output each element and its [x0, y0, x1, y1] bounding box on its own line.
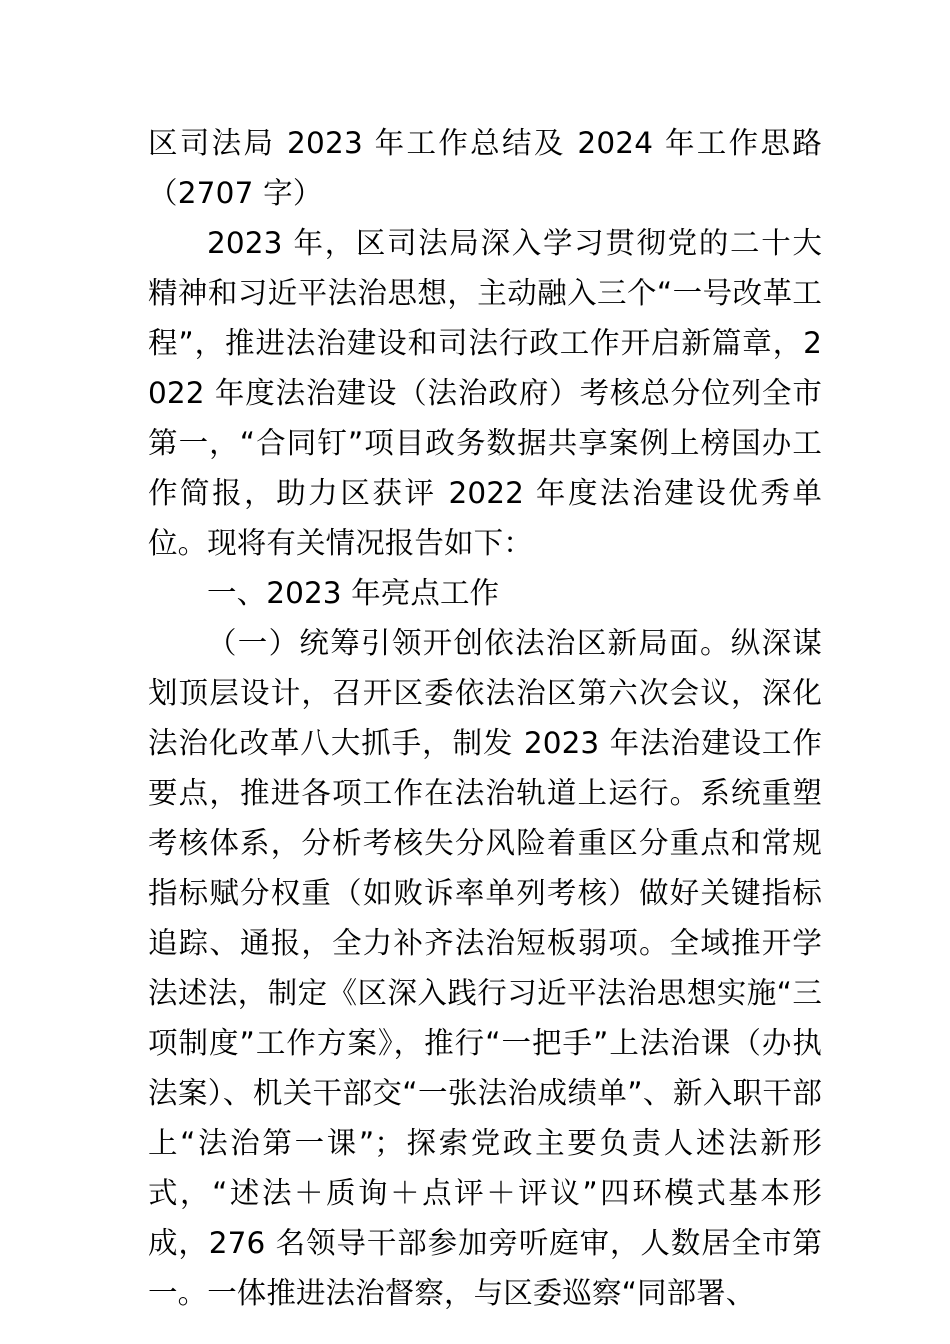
page-title: 区司法局 2023 年工作总结及 2024 年工作思路（2707 字）: [148, 126, 822, 210]
document-body: [148, 118, 822, 1318]
section-heading-1: 一、2023 年亮点工作: [207, 576, 500, 610]
subsection-paragraph-1: （一）统筹引领开创依法治区新局面。纵深谋划顶层设计，召开区委依法治区第六次会议，深化法治化改革八大抓手，制发 2023 年法治建设工作要点，推进各项工作在法治轨道上运行。系统重塑考核体系，分析考核失分风险着重区分重点和常规指标赋分权重（如败诉率单列考核）做好关键指标追踪、通报，全力补齐法治短板弱项。全域推开学法述法，制定《区深入践行习近平法治思想实施“三项制度”工作方案》，推行“一把手”上法治课（办执法案）、机关干部交“一张法治成绩单”、新入职干部上“法治第一课”；探索党政主要负责人述法新形式，“述法＋质询＋点评＋评议”四环模式基本形成，276 名领导干部参加旁听庭审，人数居全市第一。一体推进法治督察，与区委巡察“同部署、: [148, 626, 822, 1310]
intro-paragraph: 2023 年，区司法局深入学习贯彻党的二十大精神和习近平法治思想，主动融入三个“一号改革工程”，推进法治建设和司法行政工作开启新篇章，2022 年度法治建设（法治政府）考核总分位列全市第一，“合同钉”项目政务数据共享案例上榜国办工作简报，助力区获评 2022 年度法治建设优秀单位。现将有关情况报告如下：: [148, 226, 822, 560]
